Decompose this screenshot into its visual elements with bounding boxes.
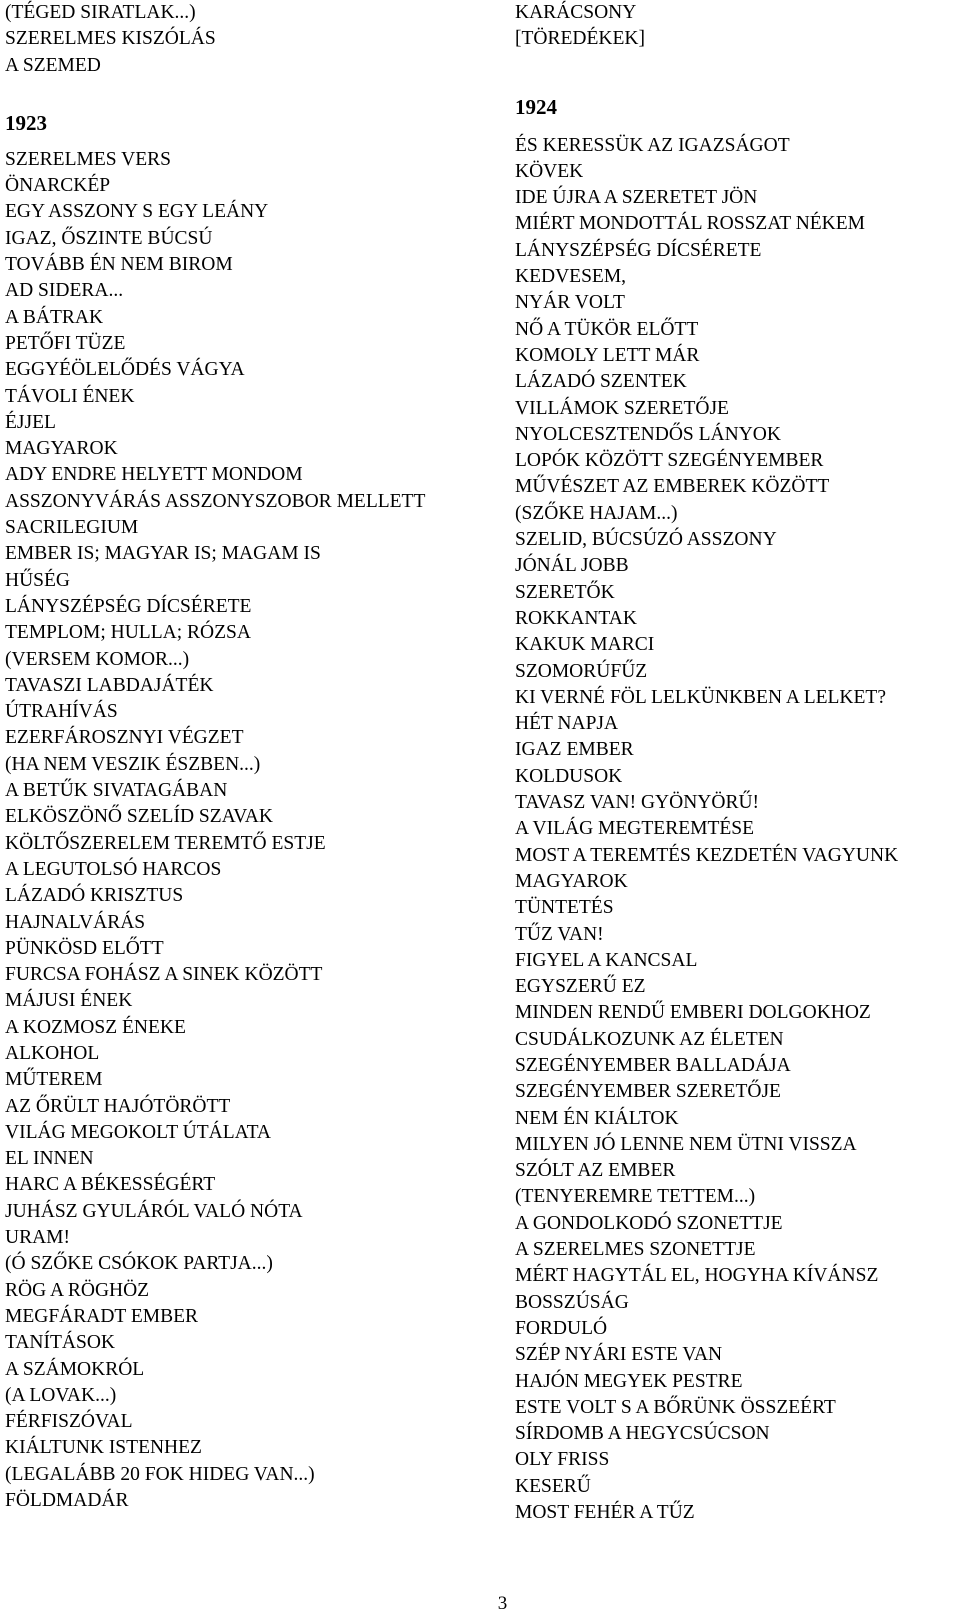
poem-title: SZÉP NYÁRI ESTE VAN (515, 1344, 723, 1366)
poem-title: IGAZ EMBER (515, 739, 634, 761)
poem-title: FORDULÓ (515, 1317, 608, 1339)
poem-title: HARC A BÉKESSÉGÉRT (5, 1174, 216, 1196)
poem-title: IGAZ, ŐSZINTE BÚCSÚ (5, 227, 213, 249)
left-title-list (5, 147, 485, 1514)
poem-title: VILLÁMOK SZERETŐJE (515, 397, 729, 419)
poem-title: SZEGÉNYEMBER SZERETŐJE (515, 1081, 781, 1103)
poem-title: CSUDÁLKOZUNK AZ ÉLETEN (515, 1028, 784, 1050)
intro-title: KARÁCSONY (515, 2, 637, 23)
poem-title: TAVASZ VAN! GYÖNYÖRŰ! (515, 792, 760, 814)
poem-title: PETŐFI TÜZE (5, 332, 126, 354)
poem-title: TANÍTÁSOK (5, 1332, 116, 1354)
intro-title: [TÖREDÉKEK] (515, 28, 645, 50)
poem-title: KÖLTŐSZERELEM TEREMTŐ ESTJE (5, 832, 326, 854)
poem-title: KAKUK MARCI (515, 634, 655, 656)
right-column (515, 0, 955, 1526)
poem-title: TÁVOLI ÉNEK (5, 385, 135, 407)
poem-title: NŐ A TÜKÖR ELŐTT (515, 318, 699, 340)
poem-title: KEDVESEM, (515, 266, 627, 288)
poem-title: A GONDOLKODÓ SZONETTJE (515, 1212, 783, 1234)
poem-title: MOST A TEREMTÉS KEZDETÉN VAGYUNK (515, 844, 899, 866)
poem-title: (A LOVAK...) (5, 1384, 117, 1406)
poem-title: KI VERNÉ FÖL LELKÜNKBEN A LELKET? (515, 686, 886, 708)
left-intro-list (5, 0, 485, 79)
poem-title: HŰSÉG (5, 569, 71, 591)
poem-title: IDE ÚJRA A SZERETET JÖN (515, 187, 758, 209)
poem-title: FÉRFISZÓVAL (5, 1411, 133, 1433)
poem-title: MÁJUSI ÉNEK (5, 990, 133, 1012)
page-number: 3 (497, 1593, 508, 1614)
poem-title: ELKÖSZÖNŐ SZELÍD SZAVAK (5, 806, 273, 828)
poem-title: LOPÓK KÖZÖTT SZEGÉNYEMBER (515, 450, 824, 472)
poem-title: A KOZMOSZ ÉNEKE (5, 1016, 186, 1038)
poem-title: AD SIDERA... (5, 280, 124, 302)
poem-title: SZERELMES VERS (5, 148, 171, 170)
poem-title: EGYSZERŰ EZ (515, 976, 646, 998)
poem-title: MAGYAROK (515, 870, 628, 892)
poem-title: MOST FEHÉR A TŰZ (515, 1502, 695, 1524)
poem-title: HAJNALVÁRÁS (5, 911, 146, 933)
poem-title: VILÁG MEGOKOLT ÚTÁLATA (5, 1121, 272, 1143)
poem-title: FIGYEL A KANCSAL (515, 949, 698, 971)
poem-title: FURCSA FOHÁSZ A SINEK KÖZÖTT (5, 964, 323, 986)
poem-title: KESERŰ (515, 1475, 591, 1497)
poem-title: EGY ASSZONY S EGY LEÁNY (5, 201, 269, 223)
poem-title: KÖVEK (515, 160, 584, 182)
poem-title: LÁNYSZÉPSÉG DÍCSÉRETE (515, 239, 762, 261)
poem-title: JÓNÁL JOBB (515, 555, 629, 577)
right-intro-list (515, 0, 955, 53)
poem-title: ÖNARCKÉP (5, 175, 111, 197)
poem-title: NYÁR VOLT (515, 292, 625, 314)
poem-title: EMBER IS; MAGYAR IS; MAGAM IS (5, 543, 321, 565)
poem-title: A SZERELMES SZONETTJE (515, 1239, 756, 1261)
poem-title: SACRILEGIUM (5, 517, 139, 539)
poem-title: A BETŰK SIVATAGÁBAN (5, 780, 228, 802)
poem-title: (VERSEM KOMOR...) (5, 648, 190, 670)
poem-title: A LEGUTOLSÓ HARCOS (5, 858, 222, 880)
year-heading-1924: 1924 (515, 94, 557, 119)
poem-title: OLY FRISS (515, 1449, 610, 1471)
right-title-list (515, 133, 955, 1527)
poem-title: MAGYAROK (5, 438, 118, 460)
poem-title: SZELID, BÚCSÚZÓ ASSZONY (515, 529, 777, 551)
poem-title: SÍRDOMB A HEGYCSÚCSON (515, 1423, 770, 1445)
poem-title: SZÓLT AZ EMBER (515, 1160, 676, 1182)
poem-title: AZ ŐRÜLT HAJÓTÖRÖTT (5, 1095, 231, 1117)
poem-title: RÖG A RÖGHÖZ (5, 1279, 150, 1301)
poem-title: TEMPLOM; HULLA; RÓZSA (5, 622, 251, 644)
poem-title: ESTE VOLT S A BŐRÜNK ÖSSZEÉRT (515, 1396, 836, 1418)
poem-title: ASSZONYVÁRÁS ASSZONYSZOBOR MELLETT (5, 490, 426, 512)
poem-title: ADY ENDRE HELYETT MONDOM (5, 464, 303, 486)
intro-title: SZERELMES KISZÓLÁS (5, 28, 216, 50)
poem-title: ÉS KERESSÜK AZ IGAZSÁGOT (515, 134, 790, 156)
poem-title: TAVASZI LABDAJÁTÉK (5, 674, 214, 696)
poem-title: ALKOHOL (5, 1042, 100, 1064)
poem-title: MŰVÉSZET AZ EMBEREK KÖZÖTT (515, 476, 830, 498)
poem-title: KIÁLTUNK ISTENHEZ (5, 1437, 202, 1459)
poem-title: (LEGALÁBB 20 FOK HIDEG VAN...) (5, 1463, 315, 1485)
poem-title: A SZÁMOKRÓL (5, 1358, 145, 1380)
poem-title: MŰTEREM (5, 1069, 103, 1091)
poem-title: LÁZADÓ SZENTEK (515, 371, 687, 393)
year-heading-1923: 1923 (5, 110, 47, 135)
poem-title: A VILÁG MEGTEREMTÉSE (515, 818, 755, 840)
poem-title: BOSSZÚSÁG (515, 1291, 629, 1313)
poem-title: TÜNTETÉS (515, 897, 614, 919)
poem-title: ROKKANTAK (515, 607, 637, 629)
poem-title: (TENYEREMRE TETTEM...) (515, 1186, 756, 1208)
left-column (5, 0, 485, 1514)
poem-title: NYOLCESZTENDŐS LÁNYOK (515, 423, 781, 445)
poem-title: (SZŐKE HAJAM...) (515, 502, 678, 524)
poem-title: NEM ÉN KIÁLTOK (515, 1107, 679, 1129)
poem-title: A BÁTRAK (5, 306, 104, 328)
poem-title: KOMOLY LETT MÁR (515, 344, 700, 366)
poem-title: JUHÁSZ GYULÁRÓL VALÓ NÓTA (5, 1200, 303, 1222)
poem-title: (HA NEM VESZIK ÉSZBEN...) (5, 753, 261, 775)
poem-title: MILYEN JÓ LENNE NEM ÜTNI VISSZA (515, 1133, 857, 1155)
poem-title: ÉJJEL (5, 411, 56, 433)
poem-title: LÁNYSZÉPSÉG DÍCSÉRETE (5, 595, 252, 617)
poem-title: SZERETŐK (515, 581, 615, 603)
poem-title: TŰZ VAN! (515, 923, 604, 945)
poem-title: SZOMORÚFŰZ (515, 660, 648, 682)
poem-title: LÁZADÓ KRISZTUS (5, 885, 184, 907)
poem-title: MÉRT HAGYTÁL EL, HOGYHA KÍVÁNSZ (515, 1265, 879, 1287)
intro-title: A SZEMED (5, 54, 101, 76)
poem-title: KOLDUSOK (515, 765, 623, 787)
poem-title: EL INNEN (5, 1148, 94, 1170)
intro-title: (TÉGED SIRATLAK...) (5, 2, 196, 23)
poem-title: HÉT NAPJA (515, 713, 619, 735)
poem-title: URAM! (5, 1227, 71, 1249)
poem-title: EGGYÉÖLELŐDÉS VÁGYA (5, 359, 245, 381)
poem-title: PÜNKÖSD ELŐTT (5, 937, 164, 959)
poem-title: SZEGÉNYEMBER BALLADÁJA (515, 1054, 791, 1076)
poem-title: ÚTRAHÍVÁS (5, 701, 118, 723)
poem-title: HAJÓN MEGYEK PESTRE (515, 1370, 743, 1392)
poem-title: MIÉRT MONDOTTÁL ROSSZAT NÉKEM (515, 213, 866, 235)
poem-title: MINDEN RENDŰ EMBERI DOLGOKHOZ (515, 1002, 871, 1024)
poem-title: TOVÁBB ÉN NEM BIROM (5, 254, 233, 276)
poem-title: EZERFÁROSZNYI VÉGZET (5, 727, 244, 749)
poem-title: (Ó SZŐKE CSÓKOK PARTJA...) (5, 1253, 273, 1275)
poem-title: FÖLDMADÁR (5, 1490, 129, 1512)
poem-title: MEGFÁRADT EMBER (5, 1305, 199, 1327)
